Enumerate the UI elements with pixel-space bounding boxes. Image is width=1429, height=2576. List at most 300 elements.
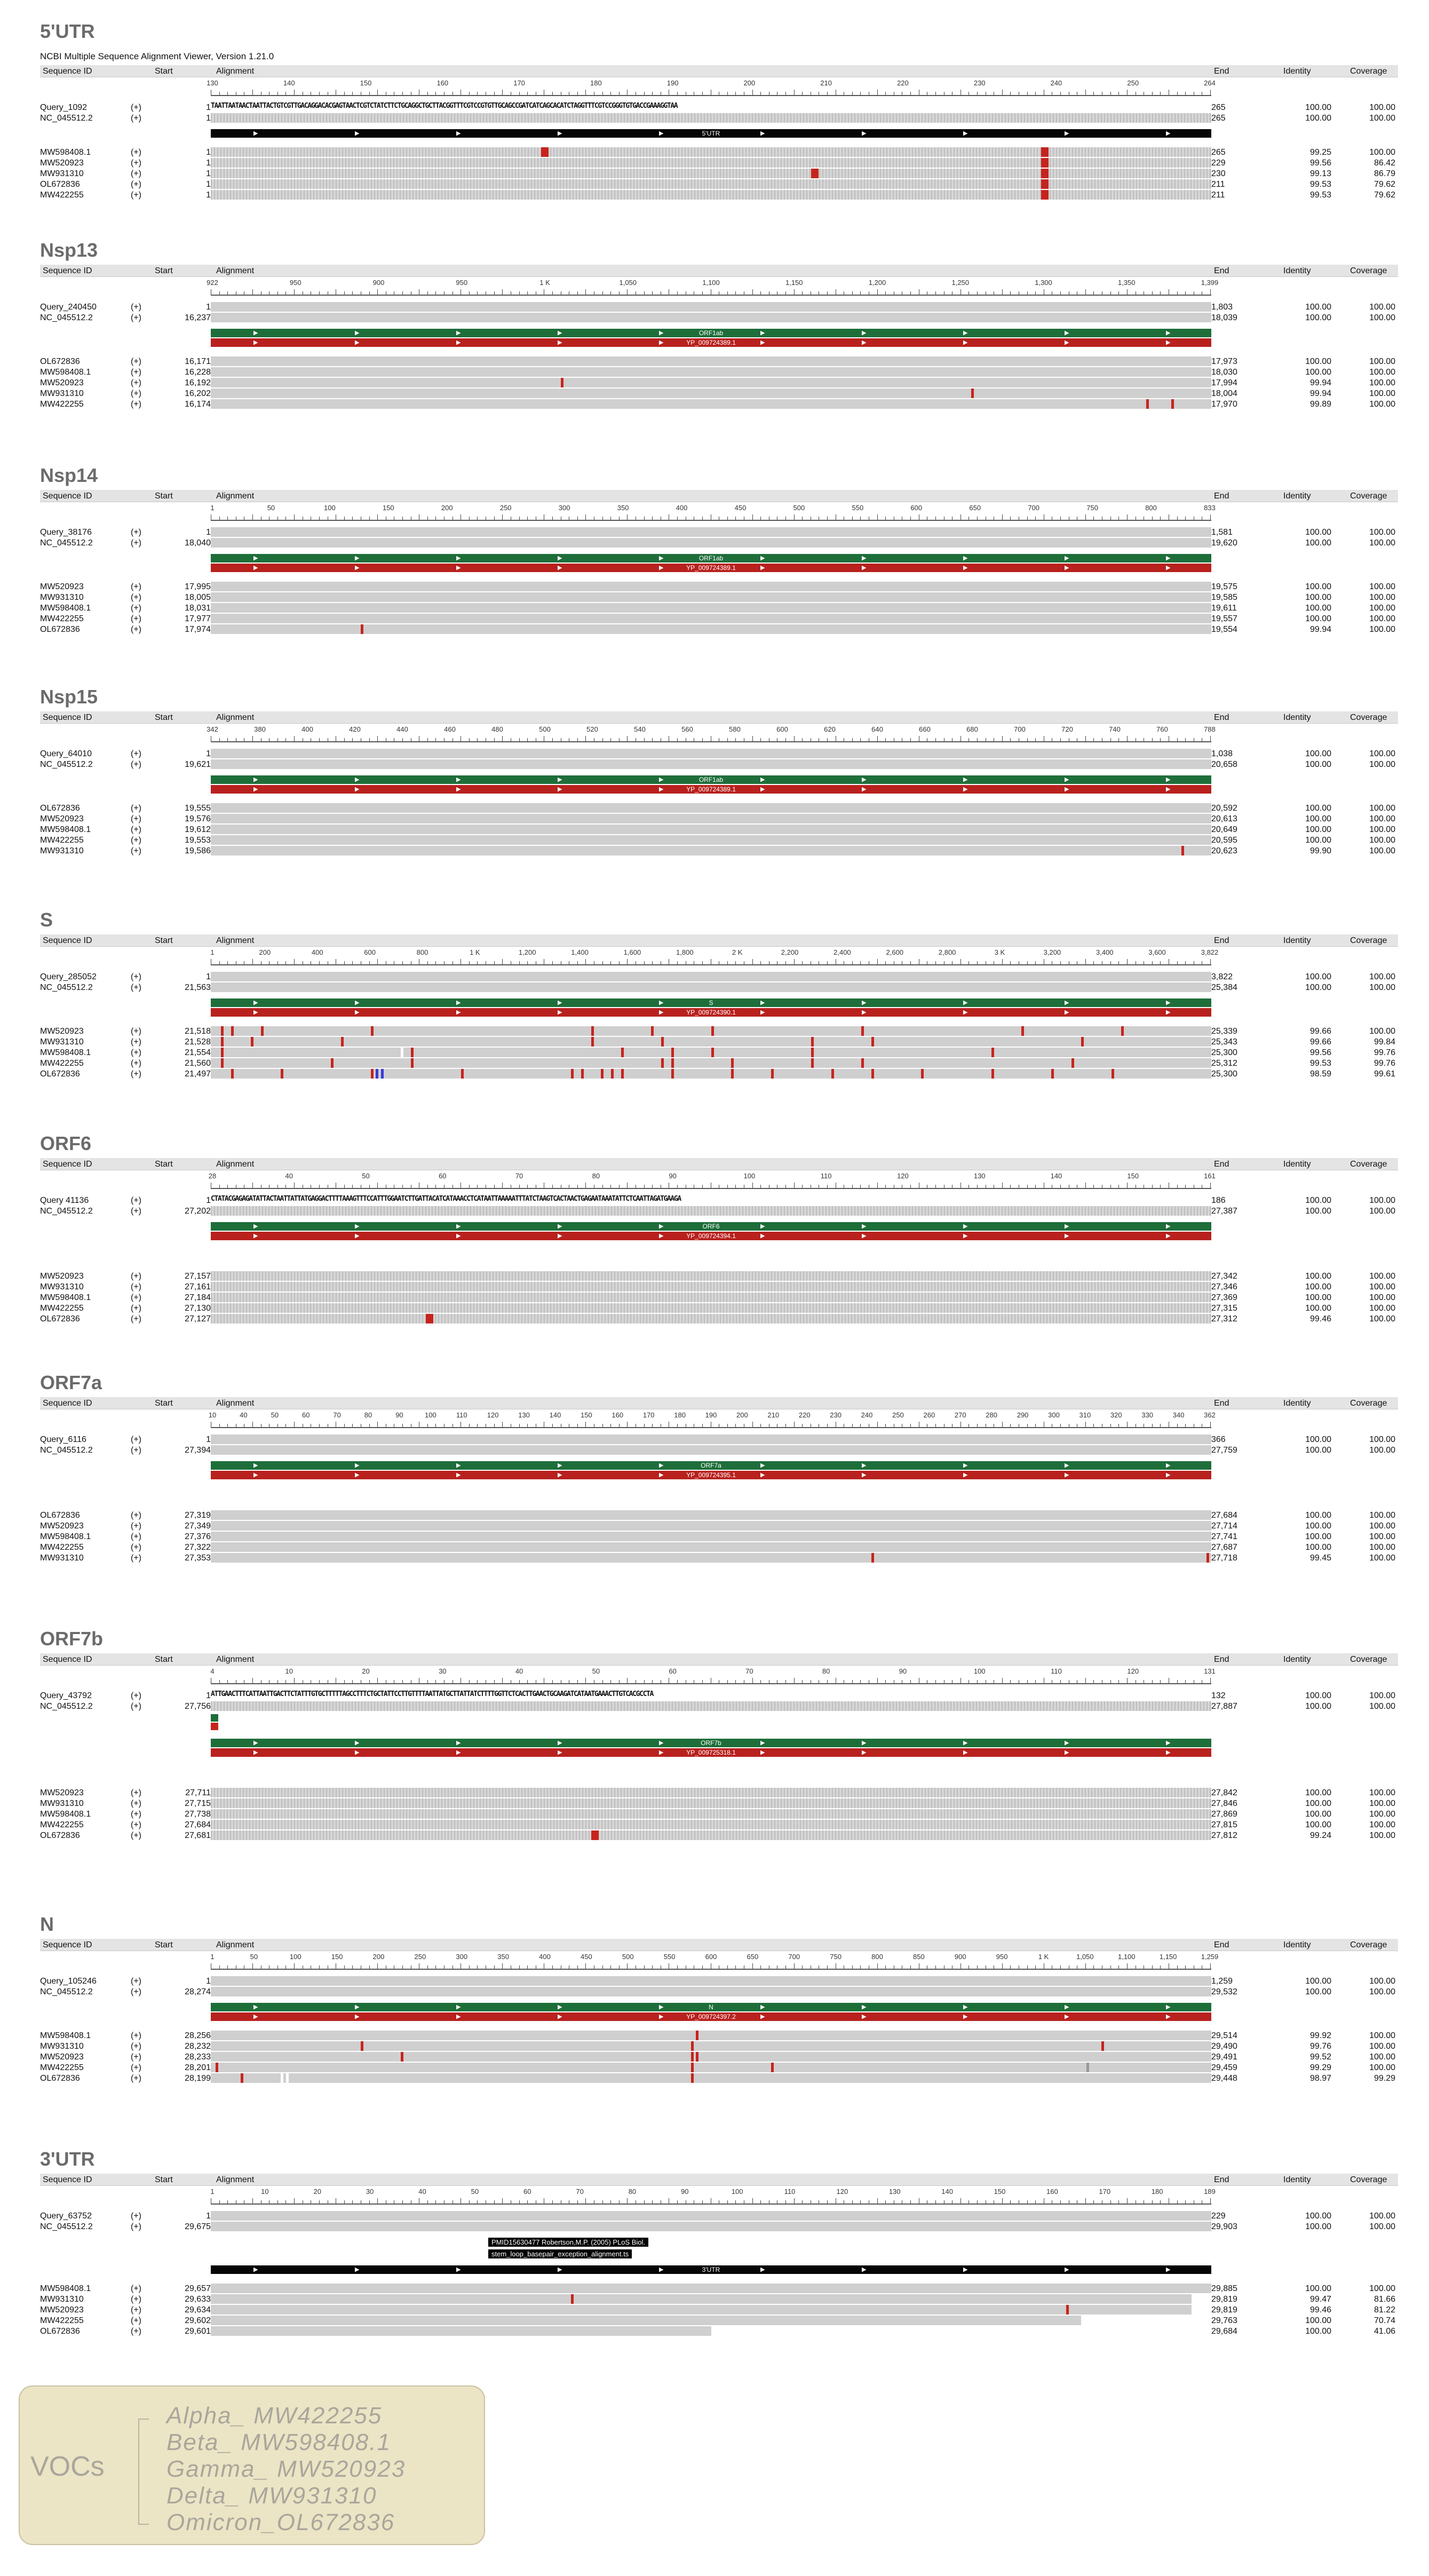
row-seq-id[interactable]: MW598408.1 [40,1532,91,1541]
row-seq-id[interactable]: NC_045512.2 [40,760,93,769]
mismatch-marker[interactable] [411,1058,414,1068]
alignment-track[interactable] [211,1542,1211,1552]
column-header-identity[interactable]: Identity [1283,1655,1311,1664]
protein-feature-bar[interactable] [211,338,1211,347]
alignment-track[interactable] [211,1798,1211,1808]
alignment-track[interactable] [211,367,1211,377]
mismatch-marker[interactable] [1041,158,1049,168]
column-header-identity[interactable]: Identity [1283,492,1311,501]
mismatch-marker[interactable] [1041,179,1049,189]
row-seq-id[interactable]: MW520923 [40,2305,84,2315]
column-header-start[interactable]: Start [155,67,173,76]
column-header-start[interactable]: Start [155,936,173,945]
mismatch-marker[interactable] [231,1026,234,1036]
protein-feature-bar[interactable] [211,1748,1211,1757]
row-seq-id[interactable]: Query_1092 [40,103,88,112]
column-header-alignment[interactable]: Alignment [216,1940,255,1949]
mismatch-marker[interactable] [991,1069,994,1079]
mismatch-marker[interactable] [376,1069,378,1079]
column-header-coverage[interactable]: Coverage [1350,1160,1387,1169]
alignment-track[interactable] [211,378,1211,387]
row-seq-id[interactable]: OL672836 [40,2327,80,2336]
row-seq-id[interactable]: NC_045512.2 [40,2222,93,2231]
mismatch-marker[interactable] [541,147,549,157]
column-header-seq-id[interactable]: Sequence ID [43,1399,92,1408]
row-seq-id[interactable]: OL672836 [40,1511,80,1520]
mismatch-marker[interactable] [561,378,563,387]
row-seq-id[interactable]: MW422255 [40,1543,84,1552]
position-ruler[interactable] [208,1172,1216,1189]
gene-feature-bar[interactable] [211,2003,1211,2011]
row-seq-id[interactable]: Query_64010 [40,749,92,758]
alignment-track[interactable] [211,190,1211,200]
column-header-coverage[interactable]: Coverage [1350,936,1387,945]
mismatch-marker[interactable] [971,389,974,398]
alignment-track[interactable] [211,2326,711,2336]
alignment-track[interactable] [211,1058,1211,1068]
alignment-track[interactable] [211,2052,1211,2062]
column-header-seq-id[interactable]: Sequence ID [43,936,92,945]
column-header-start[interactable]: Start [155,1399,173,1408]
mismatch-marker[interactable] [811,1048,814,1057]
column-header-coverage[interactable]: Coverage [1350,67,1387,76]
column-header-identity[interactable]: Identity [1283,713,1311,722]
gene-feature-bar[interactable] [211,1222,1211,1231]
mismatch-marker[interactable] [591,1830,599,1840]
mismatch-marker[interactable] [1112,1069,1114,1079]
alignment-track[interactable] [211,603,1211,613]
mismatch-marker[interactable] [731,1058,734,1068]
mismatch-marker[interactable] [771,2063,774,2072]
column-header-seq-id[interactable]: Sequence ID [43,1940,92,1949]
mismatch-marker[interactable] [811,1037,814,1047]
column-header-end[interactable]: End [1214,266,1229,275]
alignment-track[interactable] [211,313,1211,322]
column-header-start[interactable]: Start [155,713,173,722]
alignment-track[interactable] [211,169,1211,178]
row-seq-id[interactable]: Query_6116 [40,1435,86,1444]
mismatch-marker[interactable] [371,1069,374,1079]
row-seq-id[interactable]: Query 41136 [40,1196,89,1205]
protein-feature-bar[interactable] [211,1471,1211,1479]
mismatch-marker[interactable] [661,1058,664,1068]
row-seq-id[interactable]: MW422255 [40,2316,84,2325]
mismatch-marker[interactable] [611,1069,614,1079]
row-seq-id[interactable]: MW598408.1 [40,1293,91,1302]
column-header-end[interactable]: End [1214,492,1229,501]
row-seq-id[interactable]: OL672836 [40,625,80,634]
mismatch-marker[interactable] [831,1069,834,1079]
mismatch-marker[interactable] [671,1058,674,1068]
column-header-identity[interactable]: Identity [1283,266,1311,275]
utr-feature-bar[interactable] [211,129,1211,138]
mismatch-marker[interactable] [691,2073,694,2083]
gene-feature-bar[interactable] [211,1461,1211,1470]
alignment-track[interactable] [211,1521,1211,1531]
protein-feature-bar[interactable] [211,1232,1211,1240]
position-ruler[interactable] [210,1667,1216,1684]
alignment-track[interactable] [211,2284,1211,2293]
column-header-alignment[interactable]: Alignment [216,1655,255,1664]
column-header-end[interactable]: End [1214,2175,1229,2184]
alignment-track[interactable] [211,302,1211,312]
row-seq-id[interactable]: MW422255 [40,400,84,409]
column-header-identity[interactable]: Identity [1283,1160,1311,1169]
row-seq-id[interactable]: MW422255 [40,614,84,623]
position-ruler[interactable] [210,948,1219,965]
column-header-coverage[interactable]: Coverage [1350,713,1387,722]
row-seq-id[interactable]: MW931310 [40,389,84,398]
mismatch-marker[interactable] [571,1069,574,1079]
mismatch-marker[interactable] [691,2063,694,2072]
mismatch-marker[interactable] [871,1069,874,1079]
mismatch-marker[interactable] [601,1069,604,1079]
mismatch-marker[interactable] [861,1026,864,1036]
alignment-track[interactable] [211,179,1211,189]
position-ruler[interactable] [207,279,1219,296]
gene-feature-bar[interactable] [211,554,1211,562]
alignment-track[interactable] [211,399,1211,409]
position-ruler[interactable] [210,2187,1216,2205]
alignment-track[interactable] [211,2211,1211,2221]
mismatch-marker[interactable] [241,2073,243,2083]
alignment-track[interactable] [211,2063,1211,2072]
mismatch-marker[interactable] [221,1048,224,1057]
alignment-track[interactable] [211,1037,1211,1047]
alignment-track[interactable] [211,158,1211,168]
row-seq-id[interactable]: NC_045512.2 [40,1207,93,1216]
mismatch-marker[interactable] [711,1048,714,1057]
row-seq-id[interactable]: MW520923 [40,2052,84,2062]
column-header-seq-id[interactable]: Sequence ID [43,713,92,722]
column-header-coverage[interactable]: Coverage [1350,1940,1387,1949]
alignment-track[interactable] [211,2294,1192,2304]
column-header-coverage[interactable]: Coverage [1350,2175,1387,2184]
column-header-alignment[interactable]: Alignment [216,266,255,275]
column-header-seq-id[interactable]: Sequence ID [43,1655,92,1664]
position-ruler[interactable] [208,1411,1216,1428]
row-seq-id[interactable]: NC_045512.2 [40,1987,93,1996]
mismatch-marker[interactable] [361,624,363,634]
alignment-track[interactable] [211,1510,1211,1520]
column-header-coverage[interactable]: Coverage [1350,492,1387,501]
mismatch-marker[interactable] [1086,2063,1089,2072]
row-seq-id[interactable]: MW598408.1 [40,1810,91,1819]
mismatch-marker[interactable] [1081,1037,1084,1047]
mismatch-marker[interactable] [1071,1058,1074,1068]
column-header-alignment[interactable]: Alignment [216,67,255,76]
alignment-track[interactable] [211,1303,1211,1313]
mismatch-marker[interactable] [671,1069,674,1079]
alignment-track[interactable] [211,1532,1211,1541]
mismatch-marker[interactable] [426,1314,433,1323]
mismatch-marker[interactable] [401,2052,403,2062]
protein-feature-bar[interactable] [211,2012,1211,2021]
alignment-track[interactable] [211,1987,1211,1996]
position-ruler[interactable] [207,79,1216,96]
row-seq-id[interactable]: MW598408.1 [40,1048,91,1057]
row-seq-id[interactable]: MW931310 [40,1037,84,1047]
mismatch-marker[interactable] [871,1037,874,1047]
column-header-seq-id[interactable]: Sequence ID [43,67,92,76]
row-seq-id[interactable]: NC_045512.2 [40,1702,93,1711]
column-header-identity[interactable]: Identity [1283,67,1311,76]
column-header-identity[interactable]: Identity [1283,1940,1311,1949]
mismatch-marker[interactable] [661,1037,664,1047]
mismatch-marker[interactable] [231,1069,234,1079]
row-seq-id[interactable]: OL672836 [40,357,80,366]
row-seq-id[interactable]: MW598408.1 [40,2031,91,2040]
alignment-track[interactable] [211,1271,1211,1281]
mismatch-marker[interactable] [361,2041,363,2051]
row-seq-id[interactable]: MW931310 [40,1553,84,1563]
row-seq-id[interactable]: MW931310 [40,1282,84,1291]
row-seq-id[interactable]: OL672836 [40,1831,80,1840]
alignment-track[interactable] [211,1282,1211,1291]
column-header-start[interactable]: Start [155,1940,173,1949]
mismatch-marker[interactable] [1041,147,1049,157]
mismatch-marker[interactable] [1101,2041,1104,2051]
alignment-track[interactable] [211,147,1211,157]
row-seq-id[interactable]: MW520923 [40,1521,84,1531]
alignment-track[interactable] [211,1830,1211,1840]
alignment-track[interactable] [211,582,1211,591]
row-seq-id[interactable]: MW931310 [40,2295,84,2304]
column-header-end[interactable]: End [1214,936,1229,945]
mismatch-marker[interactable] [1066,2305,1069,2315]
gene-feature-bar[interactable] [211,998,1211,1007]
mismatch-marker[interactable] [1171,399,1174,409]
mismatch-marker[interactable] [621,1069,624,1079]
mismatch-marker[interactable] [251,1037,253,1047]
alignment-track[interactable] [211,2031,1211,2040]
row-seq-id[interactable]: NC_045512.2 [40,1446,93,1455]
column-header-end[interactable]: End [1214,1399,1229,1408]
mismatch-marker[interactable] [811,169,819,178]
alignment-track[interactable] [211,538,1211,548]
mismatch-marker[interactable] [286,2073,289,2083]
row-seq-id[interactable]: MW422255 [40,1304,84,1313]
row-seq-id[interactable]: Query_285052 [40,972,97,981]
protein-feature-bar[interactable] [211,564,1211,572]
column-header-end[interactable]: End [1214,1160,1229,1169]
alignment-track[interactable] [211,835,1211,845]
row-seq-id[interactable]: MW598408.1 [40,368,91,377]
row-seq-id[interactable]: MW931310 [40,2042,84,2051]
mismatch-marker[interactable] [921,1069,924,1079]
row-seq-id[interactable]: MW520923 [40,378,84,387]
mismatch-marker[interactable] [281,2073,283,2083]
mismatch-marker[interactable] [871,1553,874,1563]
mismatch-marker[interactable] [691,2052,694,2062]
mismatch-marker[interactable] [341,1037,344,1047]
mismatch-marker[interactable] [991,1048,994,1057]
row-seq-id[interactable]: MW931310 [40,1799,84,1808]
alignment-track[interactable] [211,527,1211,537]
row-seq-id[interactable]: NC_045512.2 [40,983,93,992]
row-seq-id[interactable]: MW520923 [40,1272,84,1281]
row-seq-id[interactable]: NC_045512.2 [40,114,93,123]
alignment-track[interactable] [211,1445,1211,1455]
alignment-track[interactable] [211,1701,1211,1711]
row-seq-id[interactable]: MW422255 [40,1820,84,1829]
mismatch-marker[interactable] [1041,169,1049,178]
alignment-track[interactable] [211,759,1211,769]
mismatch-marker[interactable] [591,1026,594,1036]
mismatch-marker[interactable] [371,1026,374,1036]
column-header-alignment[interactable]: Alignment [216,492,255,501]
row-seq-id[interactable]: MW422255 [40,191,84,200]
row-seq-id[interactable]: Query_105246 [40,1977,97,1986]
row-seq-id[interactable]: MW598408.1 [40,604,91,613]
mismatch-marker[interactable] [621,1048,624,1057]
row-seq-id[interactable]: MW598408.1 [40,825,91,834]
column-header-alignment[interactable]: Alignment [216,1399,255,1408]
alignment-track[interactable] [211,972,1211,981]
mismatch-marker[interactable] [696,2031,698,2040]
protein-feature-bar[interactable] [211,785,1211,794]
row-seq-id[interactable]: Query_240450 [40,303,97,312]
alignment-track[interactable] [211,624,1211,634]
alignment-track[interactable] [211,592,1211,602]
column-header-identity[interactable]: Identity [1283,1399,1311,1408]
position-ruler[interactable] [210,504,1216,521]
alignment-track[interactable] [211,1069,1211,1079]
column-header-coverage[interactable]: Coverage [1350,266,1387,275]
alignment-track[interactable] [211,1820,1211,1829]
mismatch-marker[interactable] [221,1037,224,1047]
alignment-track[interactable] [211,1809,1211,1819]
column-header-end[interactable]: End [1214,1655,1229,1664]
mismatch-marker[interactable] [1041,190,1049,200]
alignment-track[interactable] [211,1434,1211,1444]
alignment-track[interactable] [211,982,1211,992]
alignment-track[interactable] [211,814,1211,823]
column-header-start[interactable]: Start [155,266,173,275]
column-header-alignment[interactable]: Alignment [216,1160,255,1169]
alignment-track[interactable] [211,389,1211,398]
row-seq-id[interactable]: MW598408.1 [40,148,91,157]
row-seq-id[interactable]: OL672836 [40,180,80,189]
mismatch-marker[interactable] [1206,1553,1209,1563]
alignment-track[interactable] [211,1206,1211,1216]
row-seq-id[interactable]: MW422255 [40,2063,84,2072]
column-header-identity[interactable]: Identity [1283,936,1311,945]
alignment-track[interactable] [211,803,1211,813]
row-seq-id[interactable]: Query_63752 [40,2212,92,2221]
mismatch-marker[interactable] [401,1048,403,1057]
alignment-track[interactable] [211,2316,1081,2325]
column-header-end[interactable]: End [1214,713,1229,722]
column-header-start[interactable]: Start [155,1655,173,1664]
mismatch-marker[interactable] [281,1069,283,1079]
row-seq-id[interactable]: MW520923 [40,1027,84,1036]
column-header-start[interactable]: Start [155,1160,173,1169]
column-header-coverage[interactable]: Coverage [1350,1399,1387,1408]
column-header-alignment[interactable]: Alignment [216,936,255,945]
column-header-identity[interactable]: Identity [1283,2175,1311,2184]
alignment-track[interactable] [211,2305,1192,2315]
utr-feature-bar[interactable] [211,2265,1211,2274]
annotation-note[interactable]: stem_loop_basepair_exception_alignment.ts [488,2249,632,2258]
mismatch-marker[interactable] [771,1069,774,1079]
row-seq-id[interactable]: MW931310 [40,169,84,178]
alignment-track[interactable] [211,749,1211,758]
column-header-start[interactable]: Start [155,492,173,501]
row-seq-id[interactable]: MW931310 [40,846,84,855]
column-header-alignment[interactable]: Alignment [216,713,255,722]
column-header-end[interactable]: End [1214,1940,1229,1949]
alignment-track[interactable] [211,2073,1211,2083]
mismatch-marker[interactable] [571,2294,574,2304]
row-seq-id[interactable]: MW520923 [40,582,84,591]
gene-feature-bar[interactable] [211,329,1211,337]
column-header-seq-id[interactable]: Sequence ID [43,2175,92,2184]
position-ruler[interactable] [210,1953,1219,1970]
mismatch-marker[interactable] [216,2063,218,2072]
column-header-seq-id[interactable]: Sequence ID [43,266,92,275]
row-seq-id[interactable]: MW520923 [40,814,84,823]
column-header-seq-id[interactable]: Sequence ID [43,1160,92,1169]
alignment-track[interactable] [211,1976,1211,1986]
alignment-track[interactable] [211,113,1211,123]
row-seq-id[interactable]: MW520923 [40,158,84,168]
mismatch-marker[interactable] [696,2052,698,2062]
row-seq-id[interactable]: MW598408.1 [40,2284,91,2293]
alignment-track[interactable] [211,1026,1211,1036]
mismatch-marker[interactable] [411,1048,414,1057]
mismatch-marker[interactable] [381,1069,384,1079]
mismatch-marker[interactable] [221,1026,224,1036]
alignment-track[interactable] [211,825,1211,834]
alignment-track[interactable] [211,1314,1211,1323]
row-seq-id[interactable]: MW520923 [40,1788,84,1797]
mismatch-marker[interactable] [651,1026,654,1036]
protein-feature-bar[interactable] [211,1008,1211,1017]
mismatch-marker[interactable] [1051,1069,1054,1079]
column-header-seq-id[interactable]: Sequence ID [43,492,92,501]
annotation-note[interactable]: PMID15630477 Robertson,M.P. (2005) PLoS Biol. [488,2238,648,2247]
mismatch-marker[interactable] [711,1026,714,1036]
mismatch-marker[interactable] [1121,1026,1124,1036]
alignment-track[interactable] [211,846,1211,855]
alignment-track[interactable] [211,2222,1211,2231]
mismatch-marker[interactable] [221,1058,224,1068]
mismatch-marker[interactable] [331,1058,334,1068]
row-seq-id[interactable]: OL672836 [40,804,80,813]
alignment-track[interactable] [211,1293,1211,1302]
mismatch-marker[interactable] [1146,399,1149,409]
row-seq-id[interactable]: Query_38176 [40,528,92,537]
mismatch-marker[interactable] [731,1069,734,1079]
mismatch-marker[interactable] [811,1058,814,1068]
mismatch-marker[interactable] [1181,846,1184,855]
column-header-coverage[interactable]: Coverage [1350,1655,1387,1664]
row-seq-id[interactable]: MW422255 [40,1059,84,1068]
alignment-track[interactable] [211,1048,1211,1057]
mismatch-marker[interactable] [861,1058,864,1068]
column-header-end[interactable]: End [1214,67,1229,76]
row-seq-id[interactable]: OL672836 [40,1069,80,1079]
mismatch-marker[interactable] [1021,1026,1024,1036]
row-seq-id[interactable]: Query_43792 [40,1691,92,1700]
gene-feature-bar[interactable] [211,775,1211,784]
column-header-alignment[interactable]: Alignment [216,2175,255,2184]
gene-feature-bar[interactable] [211,1739,1211,1747]
row-seq-id[interactable]: NC_045512.2 [40,313,93,322]
alignment-track[interactable] [211,1553,1211,1563]
row-seq-id[interactable]: OL672836 [40,2074,80,2083]
